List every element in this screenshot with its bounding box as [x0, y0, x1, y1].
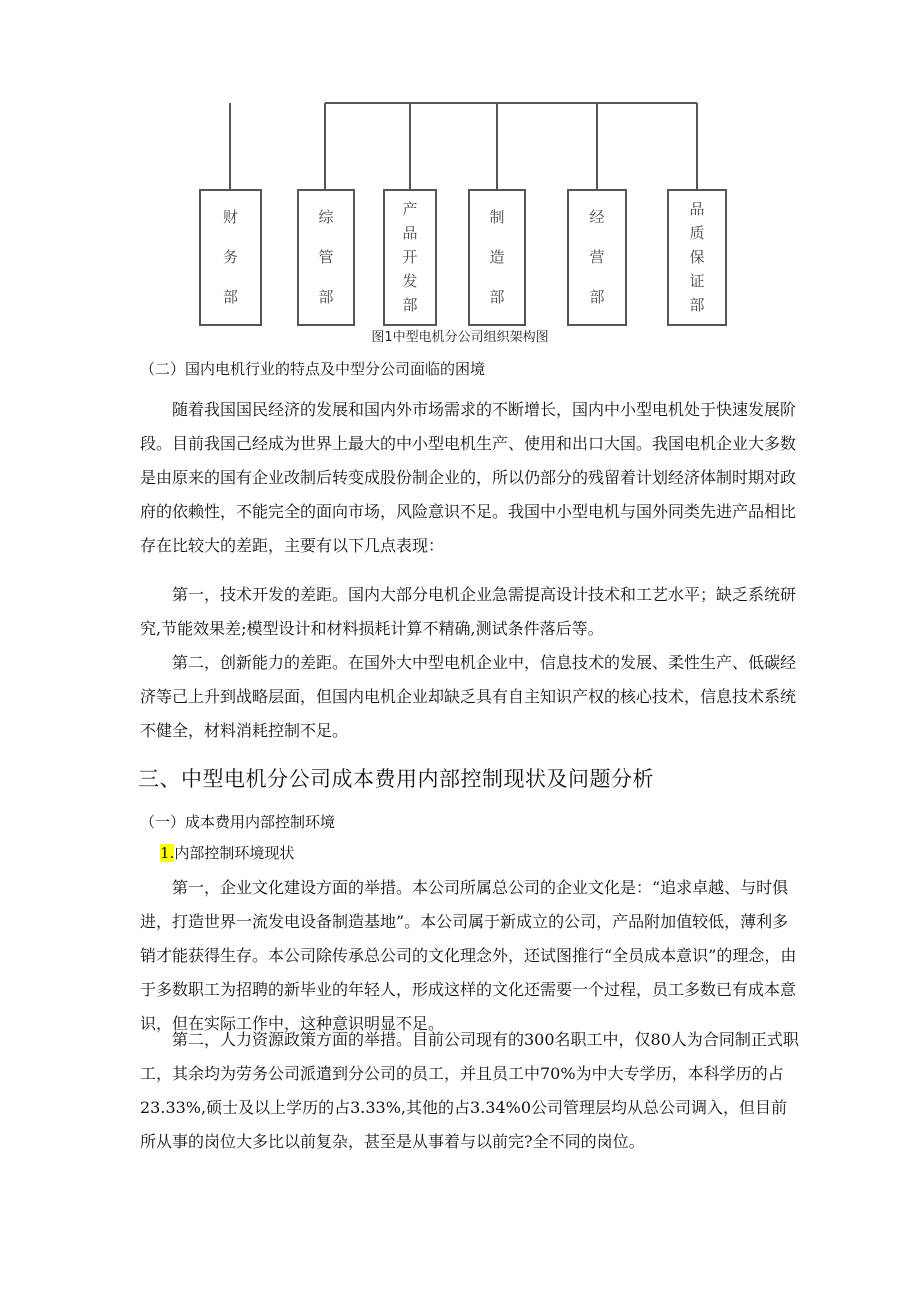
item-heading	[160, 842, 294, 863]
dept-label-char: 保	[689, 247, 705, 266]
item-number: 1.	[160, 844, 175, 862]
item-title: 内部控制环境现状	[174, 844, 295, 862]
section-3-sub-heading: （一）成本费用内部控制环境	[140, 813, 336, 831]
dept-label-char: 开	[402, 247, 418, 266]
dept-box-quality	[667, 189, 727, 326]
dept-label-char: 部	[222, 288, 238, 307]
dept-label-char: 营	[589, 247, 605, 266]
dept-box-general	[297, 189, 355, 326]
dept-label-char: 制	[489, 207, 505, 226]
dept-label-char: 品	[402, 223, 418, 242]
dept-label-char: 造	[489, 247, 505, 266]
dept-label-char: 质	[689, 223, 705, 242]
paragraph: 第一，企业文化建设方面的举措。本公司所属总公司的企业文化是：“追求卓越、与时俱进，打造世界一流发电设备制造基地”。本公司属于新成立的公司，产品附加值较低，薄利多销才能获得生存。本公司除传承总公司的文化理念外，还试图推行“全员成本意识”的理念，由于多数职工为招聘的新毕业的年轻人，形成这样的文化还需要一个过程，员工多数已有成本意识，但在实际工作中，这种意识明显不足。	[140, 878, 797, 1033]
section-2-heading: （二）国内电机行业的特点及中型分公司面临的困境	[140, 360, 486, 378]
paragraph: 随着我国国民经济的发展和国内外市场需求的不断增长，国内中小型电机处于快速发展阶段。目前我国己经成为世界上最大的中小型电机生产、使用和出口大国。我国电机企业大多数是由原来的国有企业改制后转变成股份制企业的，所以仍部分的残留着计划经济体制时期对政府的依赖性，不能完全的面向市场，风险意识不足。我国中小型电机与国外同类先进产品相比存在比较大的差距，主要有以下几点表现：	[140, 400, 797, 555]
org-chart	[0, 0, 920, 345]
dept-label-char: 部	[318, 288, 334, 307]
dept-label-char: 务	[222, 247, 238, 266]
dept-box-product-dev	[383, 189, 437, 326]
dept-box-sales	[567, 189, 627, 326]
section-3-heading: 三、中型电机分公司成本费用内部控制现状及问题分析	[138, 767, 654, 791]
dept-box-finance	[199, 189, 262, 326]
paragraph: 第二，创新能力的差距。在国外大中型电机企业中，信息技术的发展、柔性生产、低碳经济等己上升到战略层面，但国内电机企业却缺乏具有自主知识产权的核心技术，信息技术系统不健全，材料消耗控制不足。	[140, 653, 797, 740]
dept-label-char: 部	[689, 296, 705, 315]
dept-label-char: 部	[589, 288, 605, 307]
dept-label-char: 综	[318, 207, 334, 226]
dept-label-char: 财	[222, 207, 238, 226]
org-chart-lines	[0, 0, 920, 340]
dept-label-char: 部	[402, 296, 418, 315]
paragraph: 第一，技术开发的差距。国内大部分电机企业急需提高设计技术和工艺水平；缺乏系统研究,节能效果差;模型设计和材料损耗计算不精确,测试条件落后等。	[140, 585, 797, 638]
dept-label-char: 管	[318, 247, 334, 266]
dept-label-char: 发	[402, 272, 418, 291]
dept-label-char: 证	[689, 272, 705, 291]
figure-caption: 图1中型电机分公司组织架构图	[371, 330, 549, 345]
paragraph: 第二，人力资源政策方面的举措。目前公司现有的300名职工中，仅80人为合同制正式职工，其余均为劳务公司派遣到分公司的员工，并且员工中70%为中大专学历，本科学历的占23.33%,硕士及以上学历的占3.33%,其他的占3.34%0公司管理层均从总公司调入，但目前所从事的岗位大多比以前复杂，甚至是从事着与以前完?全不同的岗位。	[140, 1030, 799, 1151]
dept-box-manufacturing	[468, 189, 526, 326]
dept-label-char: 品	[689, 199, 705, 218]
dept-label-char: 部	[489, 288, 505, 307]
dept-label-char: 经	[589, 207, 605, 226]
dept-label-char: 产	[402, 199, 418, 218]
